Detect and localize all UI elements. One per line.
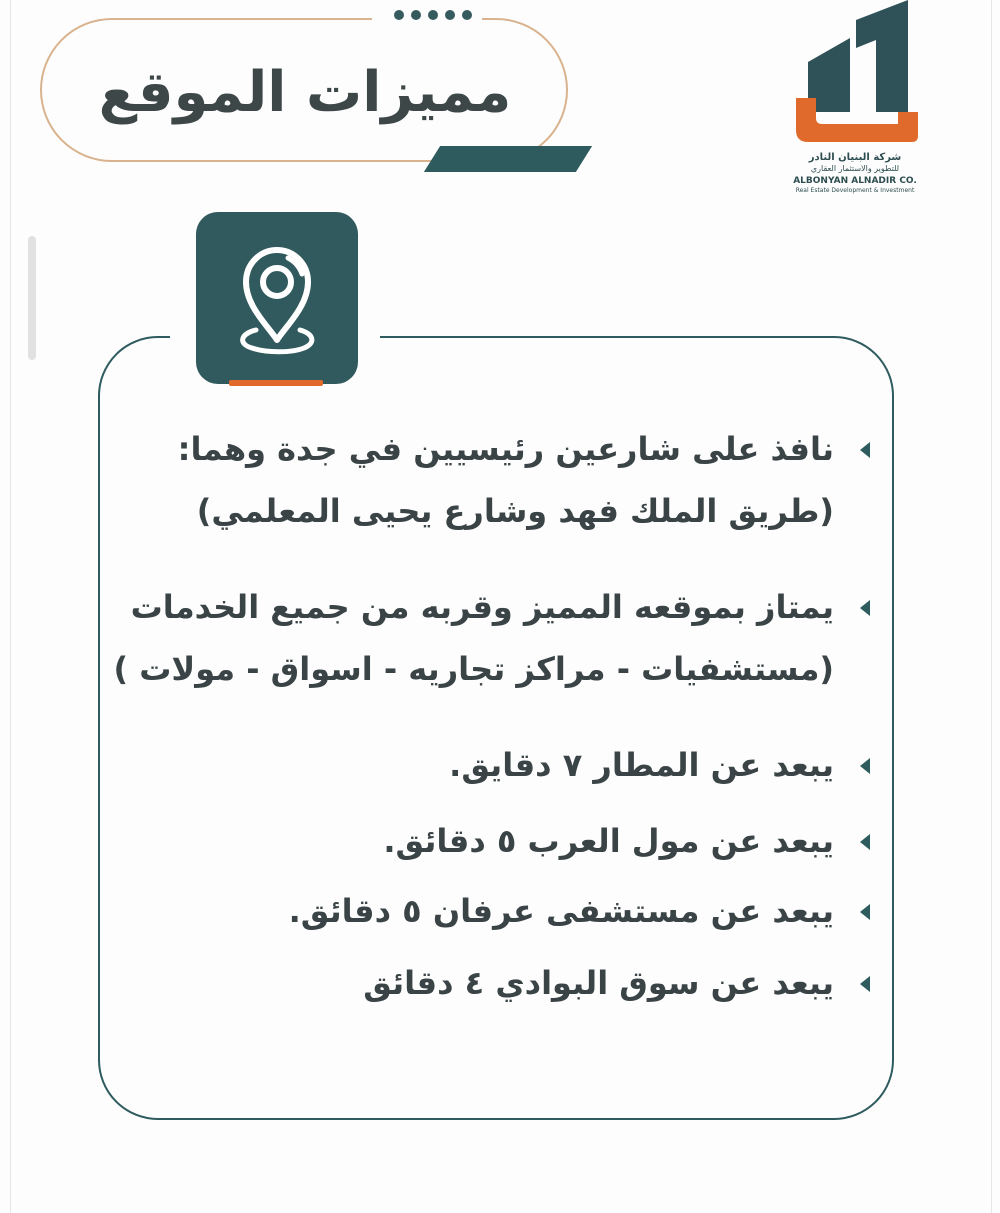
location-pin-icon xyxy=(196,212,358,384)
features-list xyxy=(113,418,870,1014)
decorative-dots xyxy=(394,10,472,20)
bullet-arrow-icon xyxy=(860,976,870,992)
logo-tagline-ar: للتطوير والاستثمار العقاري xyxy=(810,164,900,173)
feature-text: يبعد عن مول العرب ٥ دقائق. xyxy=(383,822,834,860)
feature-text: يمتاز بموقعه المميز وقربه من جميع الخدمات xyxy=(130,588,834,626)
dot xyxy=(462,10,472,20)
feature-text: نافذ على شارعين رئيسيين في جدة وهما: xyxy=(177,430,834,468)
bullet-arrow-icon xyxy=(860,834,870,850)
feature-text: يبعد عن سوق البوادي ٤ دقائق xyxy=(363,964,834,1002)
dot xyxy=(445,10,455,20)
title-underline-accent xyxy=(424,146,592,172)
bullet-arrow-icon xyxy=(860,758,870,774)
logo-arabic-name xyxy=(790,152,920,174)
logo-name-ar: شركة البنيان النادر xyxy=(808,152,902,163)
list-item xyxy=(130,418,870,542)
page-title: مميزات الموقع xyxy=(98,60,512,125)
list-item xyxy=(130,880,870,942)
feature-text: يبعد عن المطار ٧ دقايق. xyxy=(449,746,834,784)
feature-text: (مستشفيات - مراكز تجاريه - اسواق - مولات ) xyxy=(113,650,834,688)
logo-tagline-en: Real Estate Development & Investment xyxy=(795,187,915,194)
scroll-indicator[interactable] xyxy=(28,236,36,360)
bullet-arrow-icon xyxy=(860,904,870,920)
list-item xyxy=(113,576,870,700)
feature-text: يبعد عن مستشفى عرفان ٥ دقائق. xyxy=(288,892,834,930)
dot xyxy=(428,10,438,20)
dot xyxy=(394,10,404,20)
bullet-arrow-icon xyxy=(860,600,870,616)
list-item xyxy=(130,734,870,796)
icon-accent-bar xyxy=(229,380,323,386)
list-item xyxy=(130,810,870,872)
logo-name-en: ALBONYAN ALNADIR CO. xyxy=(793,176,917,186)
list-item xyxy=(130,952,870,1014)
bullet-arrow-icon xyxy=(860,442,870,458)
feature-text: (طريق الملك فهد وشارع يحيى المعلمي) xyxy=(196,492,834,530)
dot xyxy=(411,10,421,20)
